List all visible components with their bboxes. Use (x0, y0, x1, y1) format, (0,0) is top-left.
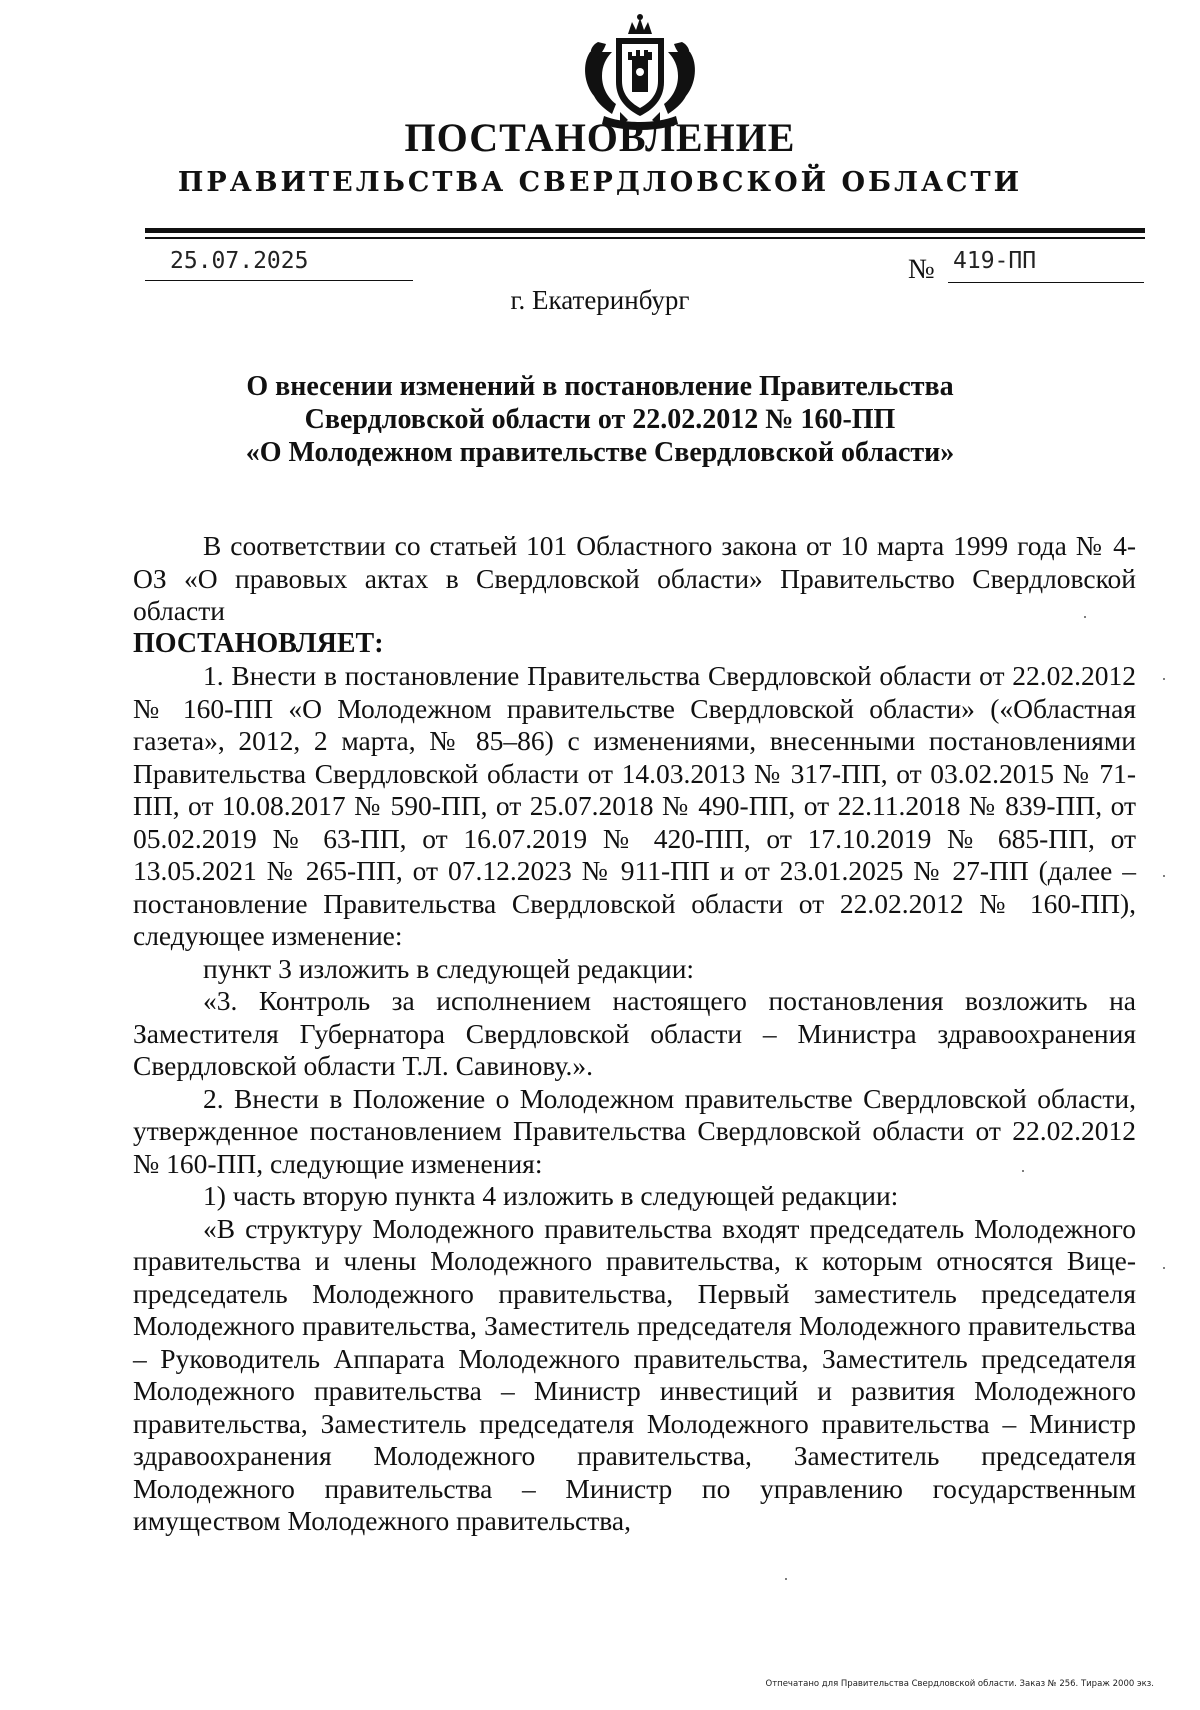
document-title-line: О внесении изменений в постановление Правительства (246, 371, 954, 402)
issuer-title: ПРАВИТЕЛЬСТВА СВЕРДЛОВСКОЙ ОБЛАСТИ (177, 167, 1023, 198)
paragraph: «В структуру Молодежного правительства входят председатель Молодежного правительства и члены Молодежного правительства, к которым относятся Вице-председатель Молодежного правительства, Первый заместитель председателя Молодежного правительства, Заместитель председателя Молодежного правительства – Руководитель Аппарата Молодежного правительства, Заместитель председателя Молодежного правительства – Министр инвестиций и развития Молодежного правительства, Заместитель председателя Молодежного правительства – Министр здравоохранения Молодежного правительства, Заместитель председателя Молодежного правительства – Министр по управлению государственным имуществом Молодежного правительства, (133, 1212, 1136, 1536)
paragraph: 1) часть вторую пункта 4 изложить в следующей редакции: (203, 1180, 899, 1211)
document-title (200, 370, 1000, 469)
header-rule-thin (145, 237, 1145, 239)
document-title-line: Свердловской области от 22.02.2012 № 160-ПП (304, 404, 896, 435)
resolve-heading: ПОСТАНОВЛЯЕТ: (133, 627, 384, 659)
paragraph: 1. Внести в постановление Правительства Свердловской области от 22.02.2012 № 160-ПП «О Молодежном правительстве Свердловской области» («Областная газета», 2012, 2 марта, № 85–86) с изменениями, внесенными постановлениями Правительства Свердловской области от 14.03.2013 № 317-ПП, от 03.02.2015 № 71-ПП, от 10.08.2017 № 590-ПП, от 25.07.2018 № 490-ПП, от 22.11.2018 № 839-ПП, от 05.02.2019 № 63-ПП, от 16.07.2019 № 420-ПП, от 17.10.2019 № 685-ПП, от 13.05.2021 № 265-ПП, от 07.12.2023 № 911-ПП и от 23.01.2025 № 27-ПП (далее – постановление Правительства Свердловской области от 22.02.2012 № 160-ПП), следующее изменение: (133, 660, 1136, 951)
scan-speck (1022, 1170, 1024, 1172)
header-rule-thick (145, 228, 1145, 233)
paragraph: 2. Внести в Положение о Молодежном правительстве Свердловской области, утвержденное постановлением Правительства Свердловской области от 22.02.2012 № 160-ПП, следующие изменения: (133, 1082, 1136, 1179)
city: г. Екатеринбург (510, 285, 690, 315)
document-date: 25.07.2025 (170, 248, 309, 274)
print-note: Отпечатано для Правительства Свердловской области. Заказ № 256. Тираж 2000 экз. (765, 1679, 1154, 1689)
paragraph: пункт 3 изложить в следующей редакции: (203, 952, 695, 984)
date-underline (145, 280, 413, 281)
document-number: 419-ПП (953, 248, 1037, 274)
scan-speck (1163, 875, 1165, 877)
scan-speck (1163, 1267, 1165, 1269)
scan-speck (1084, 616, 1086, 618)
preamble: В соответствии со статьей 101 Областного закона от 10 марта 1999 года № 4-ОЗ «О правовых актах в Свердловской области» Правительство Свердловской области (133, 530, 1136, 626)
document-type-title: ПОСТАНОВЛЕНИЕ (404, 115, 796, 160)
number-sign: № (908, 254, 935, 285)
scan-speck (785, 1578, 787, 1580)
paragraph: «3. Контроль за исполнением настоящего постановления возложить на Заместителя Губернатора Свердловской области – Министра здравоохранения Свердловской области Т.Л. Савинову.». (133, 985, 1136, 1081)
scan-speck (1163, 678, 1165, 680)
document-title-line: «О Молодежном правительстве Свердловской области» (245, 437, 955, 468)
document-body (133, 530, 1136, 1538)
